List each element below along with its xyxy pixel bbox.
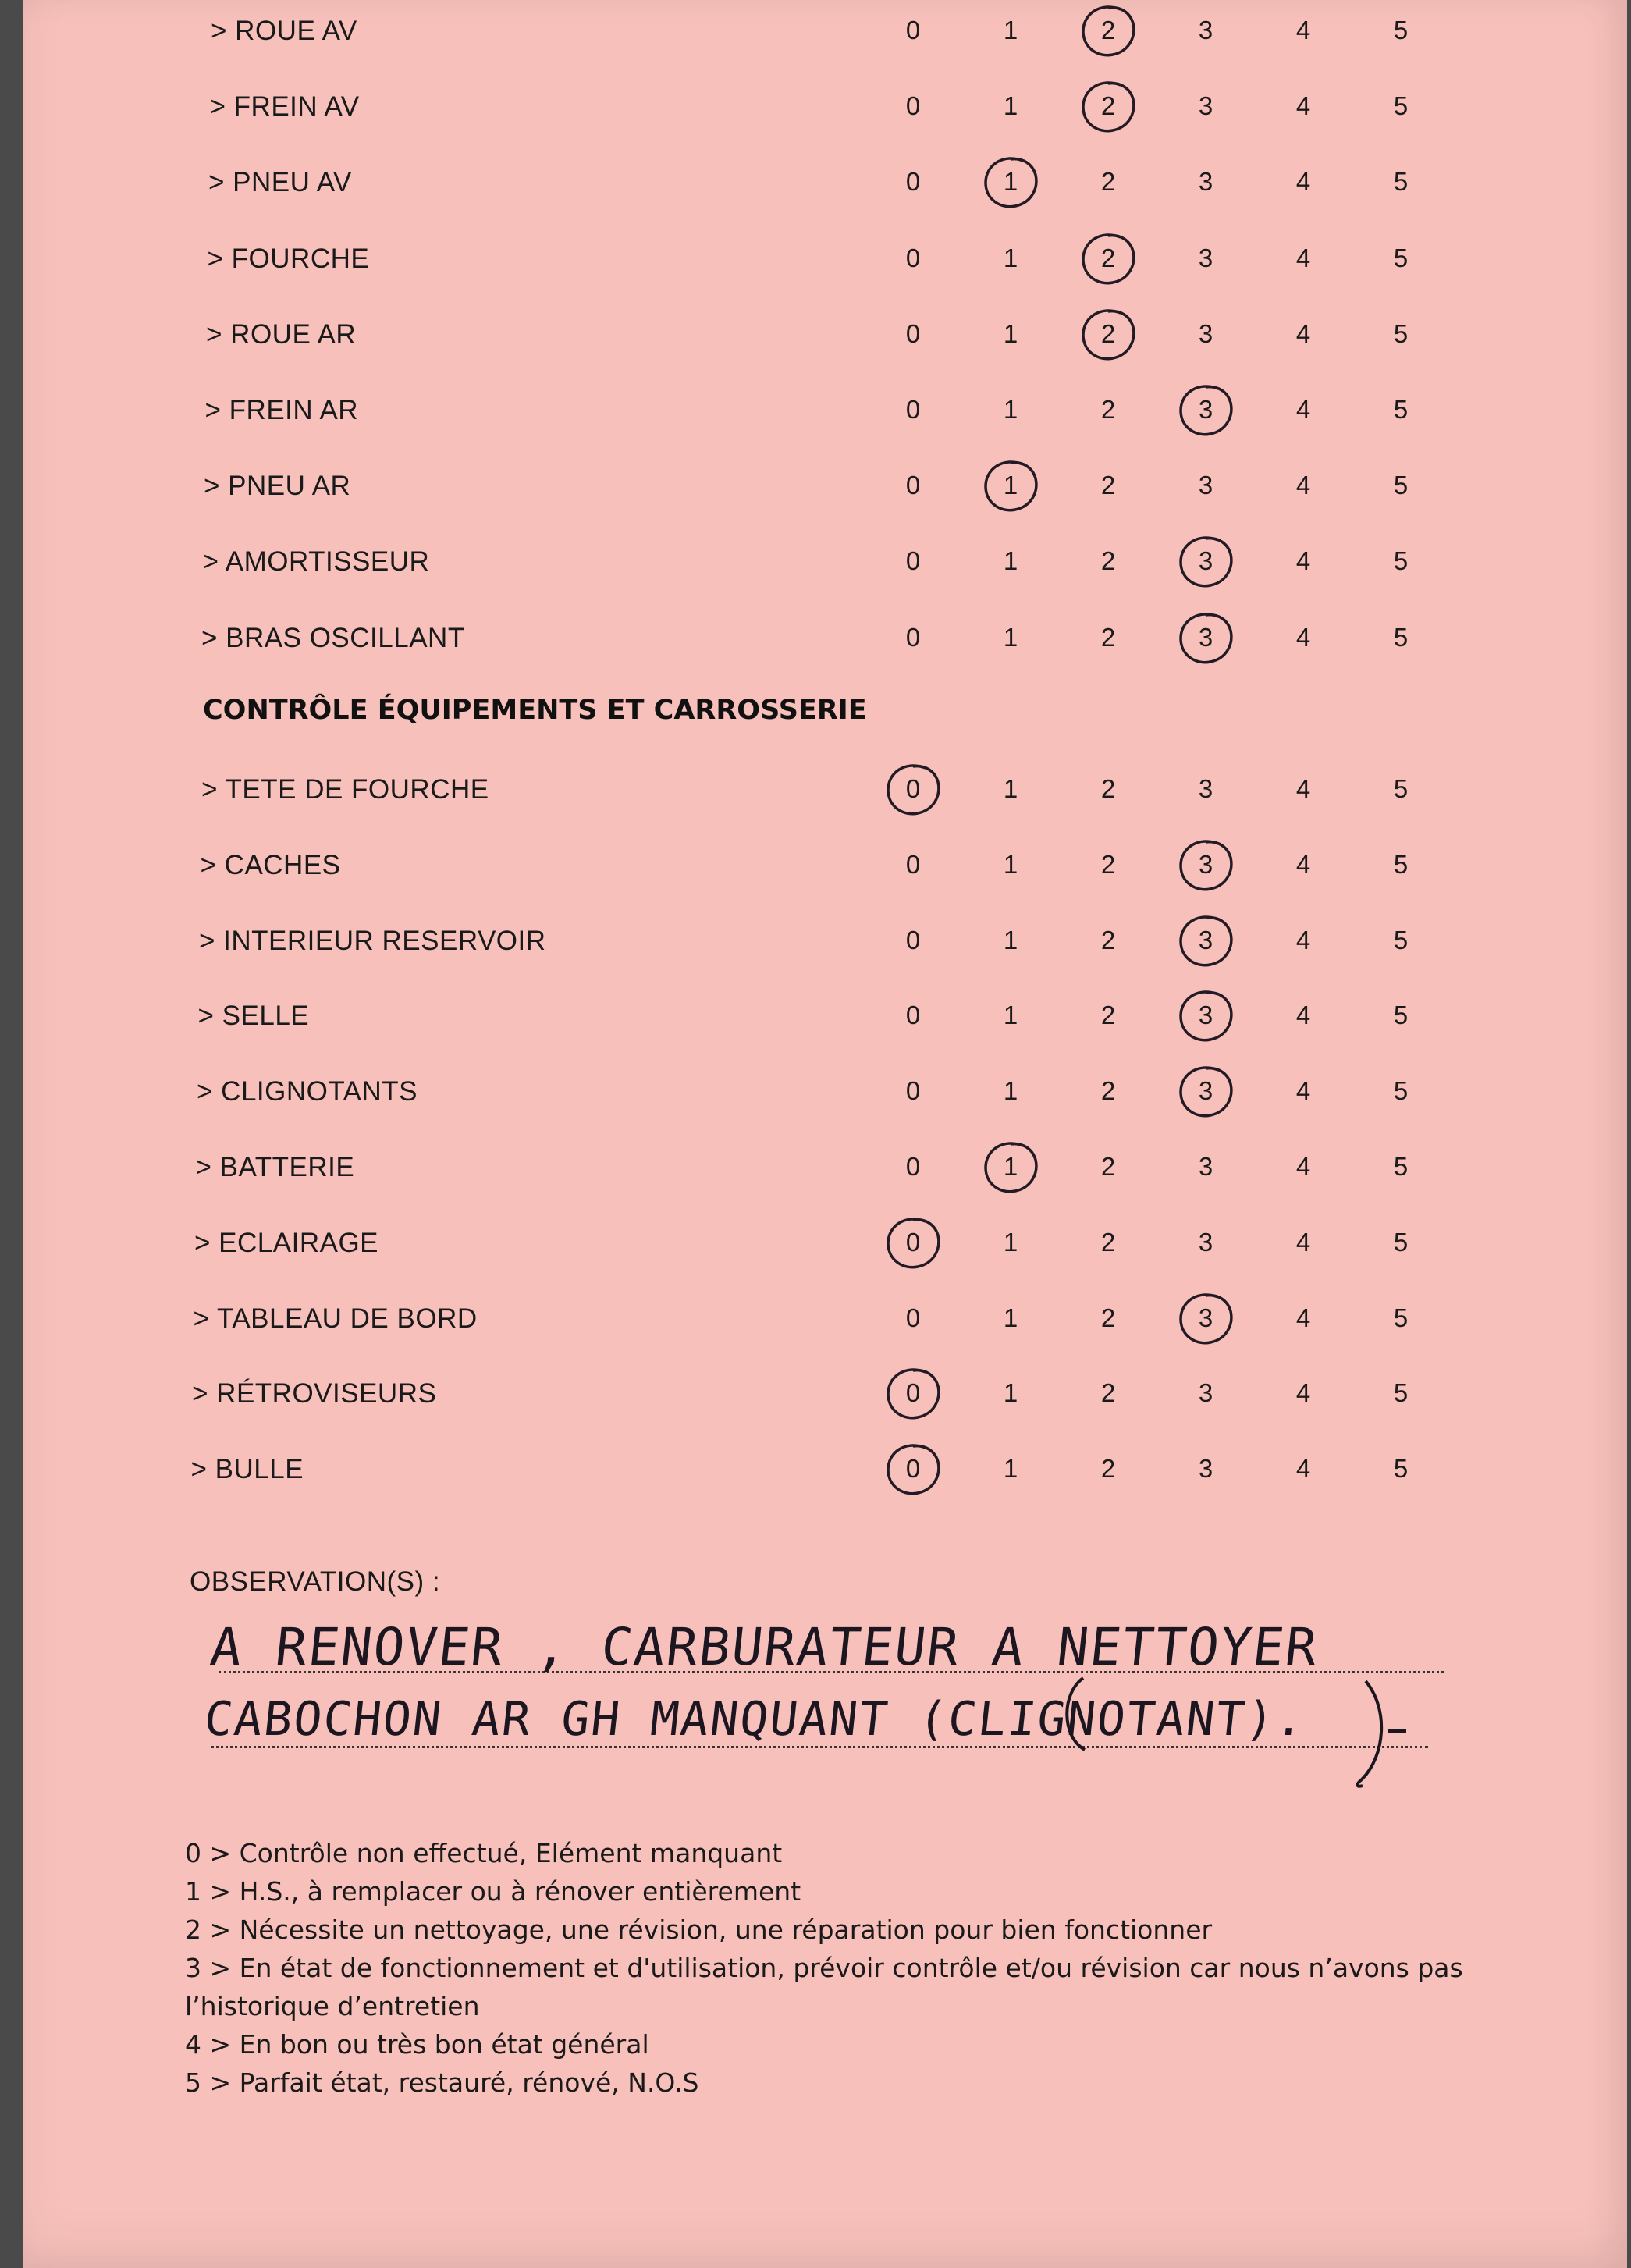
score-3[interactable]: 3 <box>1198 471 1213 500</box>
score-3[interactable]: 3 <box>1198 318 1213 348</box>
score-5[interactable]: 5 <box>1393 925 1409 954</box>
score-2[interactable]: 2 <box>1100 1001 1116 1030</box>
score-4[interactable]: 4 <box>1295 774 1311 803</box>
item-label: > TETE DE FOURCHE <box>201 774 489 805</box>
score-5[interactable]: 5 <box>1393 91 1409 121</box>
score-1[interactable]: 1 <box>1003 167 1018 197</box>
score-4[interactable]: 4 <box>1295 1454 1311 1484</box>
score-5[interactable]: 5 <box>1393 1303 1409 1332</box>
score-0[interactable]: 0 <box>905 16 921 44</box>
equipment_items-row <box>23 1056 1627 1126</box>
score-3[interactable]: 3 <box>1198 774 1213 803</box>
partial_section_items-row <box>23 299 1627 369</box>
score-5[interactable]: 5 <box>1393 1076 1409 1106</box>
score-0[interactable]: 0 <box>905 167 921 197</box>
score-0[interactable]: 0 <box>905 91 921 121</box>
partial_section_items-row <box>23 603 1627 673</box>
observation-bracket-marks <box>1054 1662 1491 1787</box>
score-1[interactable]: 1 <box>1003 1152 1018 1181</box>
score-0[interactable]: 0 <box>905 622 921 652</box>
inspection-sheet <box>23 0 1627 2268</box>
score-1[interactable]: 1 <box>1003 1076 1018 1106</box>
item-label: > FOURCHE <box>207 243 370 274</box>
score-2[interactable]: 2 <box>1100 167 1116 197</box>
score-2[interactable]: 2 <box>1100 1378 1116 1408</box>
score-4[interactable]: 4 <box>1295 1152 1311 1181</box>
score-1[interactable]: 1 <box>1003 546 1018 576</box>
score-3[interactable]: 3 <box>1198 1076 1213 1106</box>
score-5[interactable]: 5 <box>1393 1001 1409 1030</box>
legend-item: 4 > En bon ou très bon état général <box>185 2029 649 2060</box>
score-3[interactable]: 3 <box>1198 925 1213 954</box>
score-3[interactable]: 3 <box>1198 622 1213 652</box>
score-3[interactable]: 3 <box>1198 1378 1213 1408</box>
score-0[interactable]: 0 <box>905 395 921 424</box>
equipment_items-row <box>23 754 1627 824</box>
score-2[interactable]: 2 <box>1100 1303 1116 1332</box>
equipment_items-row <box>23 905 1627 976</box>
score-1[interactable]: 1 <box>1003 1454 1018 1484</box>
score-0[interactable]: 0 <box>905 1227 921 1257</box>
score-1[interactable]: 1 <box>1003 243 1018 272</box>
score-2[interactable]: 2 <box>1100 395 1116 424</box>
score-0[interactable]: 0 <box>905 1378 921 1408</box>
score-3[interactable]: 3 <box>1198 395 1213 424</box>
score-0[interactable]: 0 <box>905 774 921 803</box>
score-5[interactable]: 5 <box>1393 318 1409 348</box>
item-label: > BULLE <box>190 1454 304 1485</box>
score-0[interactable]: 0 <box>905 471 921 500</box>
score-4[interactable]: 4 <box>1295 925 1311 954</box>
score-4[interactable]: 4 <box>1295 1001 1311 1030</box>
legend <box>185 1834 1512 2102</box>
score-1[interactable]: 1 <box>1003 849 1018 879</box>
score-4[interactable]: 4 <box>1295 243 1311 272</box>
score-3[interactable]: 3 <box>1198 243 1213 272</box>
score-4[interactable]: 4 <box>1295 849 1311 879</box>
score-2[interactable]: 2 <box>1100 1152 1116 1181</box>
score-2[interactable]: 2 <box>1100 243 1116 272</box>
partial_section_items-row <box>23 0 1627 66</box>
score-3[interactable]: 3 <box>1198 1001 1213 1030</box>
score-1[interactable]: 1 <box>1003 1001 1018 1030</box>
score-2[interactable]: 2 <box>1100 1454 1116 1484</box>
score-0[interactable]: 0 <box>905 1454 921 1484</box>
score-0[interactable]: 0 <box>905 546 921 576</box>
score-0[interactable]: 0 <box>905 1152 921 1181</box>
observation-line-1: A RENOVER , CARBURATEUR A NETTOYER <box>207 1617 1322 1677</box>
score-0[interactable]: 0 <box>905 849 921 879</box>
legend-item: 1 > H.S., à remplacer ou à rénover entièrement <box>185 1876 801 1907</box>
legend-item: 2 > Nécessite un nettoyage, une révision, une réparation pour bien fonctionner <box>185 1914 1213 1945</box>
score-4[interactable]: 4 <box>1295 91 1311 121</box>
equipment_items-row <box>23 1283 1627 1353</box>
score-2[interactable]: 2 <box>1100 925 1116 954</box>
section-title: CONTRÔLE ÉQUIPEMENTS ET CARROSSERIE <box>203 695 867 726</box>
score-1[interactable]: 1 <box>1003 622 1018 652</box>
item-label: > ECLAIRAGE <box>194 1227 379 1258</box>
item-label: > CLIGNOTANTS <box>197 1076 418 1107</box>
item-label: > ROUE AR <box>206 318 357 350</box>
item-label: > BRAS OSCILLANT <box>201 622 465 653</box>
score-5[interactable]: 5 <box>1393 243 1409 272</box>
score-4[interactable]: 4 <box>1295 546 1311 576</box>
score-2[interactable]: 2 <box>1100 1227 1116 1257</box>
score-4[interactable]: 4 <box>1295 167 1311 197</box>
score-4[interactable]: 4 <box>1295 395 1311 424</box>
score-5[interactable]: 5 <box>1393 16 1409 44</box>
item-label: > CACHES <box>200 849 341 880</box>
item-label: > PNEU AV <box>208 167 352 198</box>
equipment_items-row <box>23 1434 1627 1504</box>
score-5[interactable]: 5 <box>1393 471 1409 500</box>
score-4[interactable]: 4 <box>1295 1378 1311 1408</box>
score-1[interactable]: 1 <box>1003 471 1018 500</box>
score-4[interactable]: 4 <box>1295 318 1311 348</box>
score-3[interactable]: 3 <box>1198 16 1213 44</box>
score-2[interactable]: 2 <box>1100 91 1116 121</box>
score-0[interactable]: 0 <box>905 925 921 954</box>
observation-line-2: CABOCHON AR GH MANQUANT (CLIGNOTANT). <box>201 1692 1309 1747</box>
item-label: > PNEU AR <box>204 471 351 502</box>
score-4[interactable]: 4 <box>1295 16 1311 44</box>
score-4[interactable]: 4 <box>1295 1303 1311 1332</box>
partial_section_items-row <box>23 526 1627 596</box>
score-2[interactable]: 2 <box>1100 16 1116 44</box>
score-2[interactable]: 2 <box>1100 546 1116 576</box>
score-2[interactable]: 2 <box>1100 622 1116 652</box>
score-1[interactable]: 1 <box>1003 318 1018 348</box>
score-5[interactable]: 5 <box>1393 1227 1409 1257</box>
equipment_items-row <box>23 1132 1627 1202</box>
item-label: > ROUE AV <box>211 16 357 46</box>
item-label: > BATTERIE <box>195 1152 355 1182</box>
item-label: > FREIN AV <box>209 91 360 123</box>
partial_section_items-row <box>23 223 1627 293</box>
legend-item: 3 > En état de fonctionnement et d'utilisation, prévoir contrôle et/ou révision car nous n’avons pas l’historique d’entretien <box>185 1953 1463 2021</box>
score-2[interactable]: 2 <box>1100 1076 1116 1106</box>
partial_section_items-row <box>23 147 1627 217</box>
score-0[interactable]: 0 <box>905 1076 921 1106</box>
score-2[interactable]: 2 <box>1100 318 1116 348</box>
equipment_items-row <box>23 1207 1627 1278</box>
score-0[interactable]: 0 <box>905 1303 921 1332</box>
score-5[interactable]: 5 <box>1393 1378 1409 1408</box>
equipment_items-row <box>23 1358 1627 1428</box>
score-3[interactable]: 3 <box>1198 1227 1213 1257</box>
legend-item: 5 > Parfait état, restauré, rénové, N.O.S <box>185 2067 699 2098</box>
legend-item: 0 > Contrôle non effectué, Elément manquant <box>185 1838 783 1868</box>
score-1[interactable]: 1 <box>1003 1378 1018 1408</box>
equipment_items-row <box>23 980 1627 1050</box>
score-4[interactable]: 4 <box>1295 622 1311 652</box>
item-label: > SELLE <box>197 1001 310 1032</box>
score-5[interactable]: 5 <box>1393 546 1409 576</box>
score-3[interactable]: 3 <box>1198 546 1213 576</box>
item-label: > INTERIEUR RESERVOIR <box>199 925 546 956</box>
item-label: > RÉTROVISEURS <box>192 1378 437 1410</box>
partial_section_items-row <box>23 375 1627 445</box>
score-1[interactable]: 1 <box>1003 1227 1018 1257</box>
score-2[interactable]: 2 <box>1100 849 1116 879</box>
score-1[interactable]: 1 <box>1003 1303 1018 1332</box>
score-4[interactable]: 4 <box>1295 1076 1311 1106</box>
score-1[interactable]: 1 <box>1003 16 1018 44</box>
score-5[interactable]: 5 <box>1393 1152 1409 1181</box>
equipment_items-row <box>23 830 1627 900</box>
item-label: > FREIN AR <box>204 395 359 425</box>
score-5[interactable]: 5 <box>1393 167 1409 197</box>
partial_section_items-row <box>23 71 1627 141</box>
score-3[interactable]: 3 <box>1198 849 1213 879</box>
score-2[interactable]: 2 <box>1100 471 1116 500</box>
item-label: > AMORTISSEUR <box>202 546 430 578</box>
score-5[interactable]: 5 <box>1393 395 1409 424</box>
score-1[interactable]: 1 <box>1003 925 1018 954</box>
observations-label: OBSERVATION(S) : <box>190 1566 441 1597</box>
score-1[interactable]: 1 <box>1003 395 1018 424</box>
score-3[interactable]: 3 <box>1198 91 1213 121</box>
score-0[interactable]: 0 <box>905 243 921 272</box>
score-5[interactable]: 5 <box>1393 774 1409 803</box>
score-5[interactable]: 5 <box>1393 849 1409 879</box>
score-1[interactable]: 1 <box>1003 774 1018 803</box>
score-3[interactable]: 3 <box>1198 167 1213 197</box>
item-label: > TABLEAU DE BORD <box>193 1303 478 1334</box>
score-4[interactable]: 4 <box>1295 471 1311 500</box>
score-2[interactable]: 2 <box>1100 774 1116 803</box>
score-4[interactable]: 4 <box>1295 1227 1311 1257</box>
score-5[interactable]: 5 <box>1393 1454 1409 1484</box>
score-0[interactable]: 0 <box>905 318 921 348</box>
score-1[interactable]: 1 <box>1003 91 1018 121</box>
score-0[interactable]: 0 <box>905 1001 921 1030</box>
score-3[interactable]: 3 <box>1198 1152 1213 1181</box>
score-3[interactable]: 3 <box>1198 1454 1213 1484</box>
score-5[interactable]: 5 <box>1393 622 1409 652</box>
partial_section_items-row <box>23 450 1627 521</box>
score-3[interactable]: 3 <box>1198 1303 1213 1332</box>
